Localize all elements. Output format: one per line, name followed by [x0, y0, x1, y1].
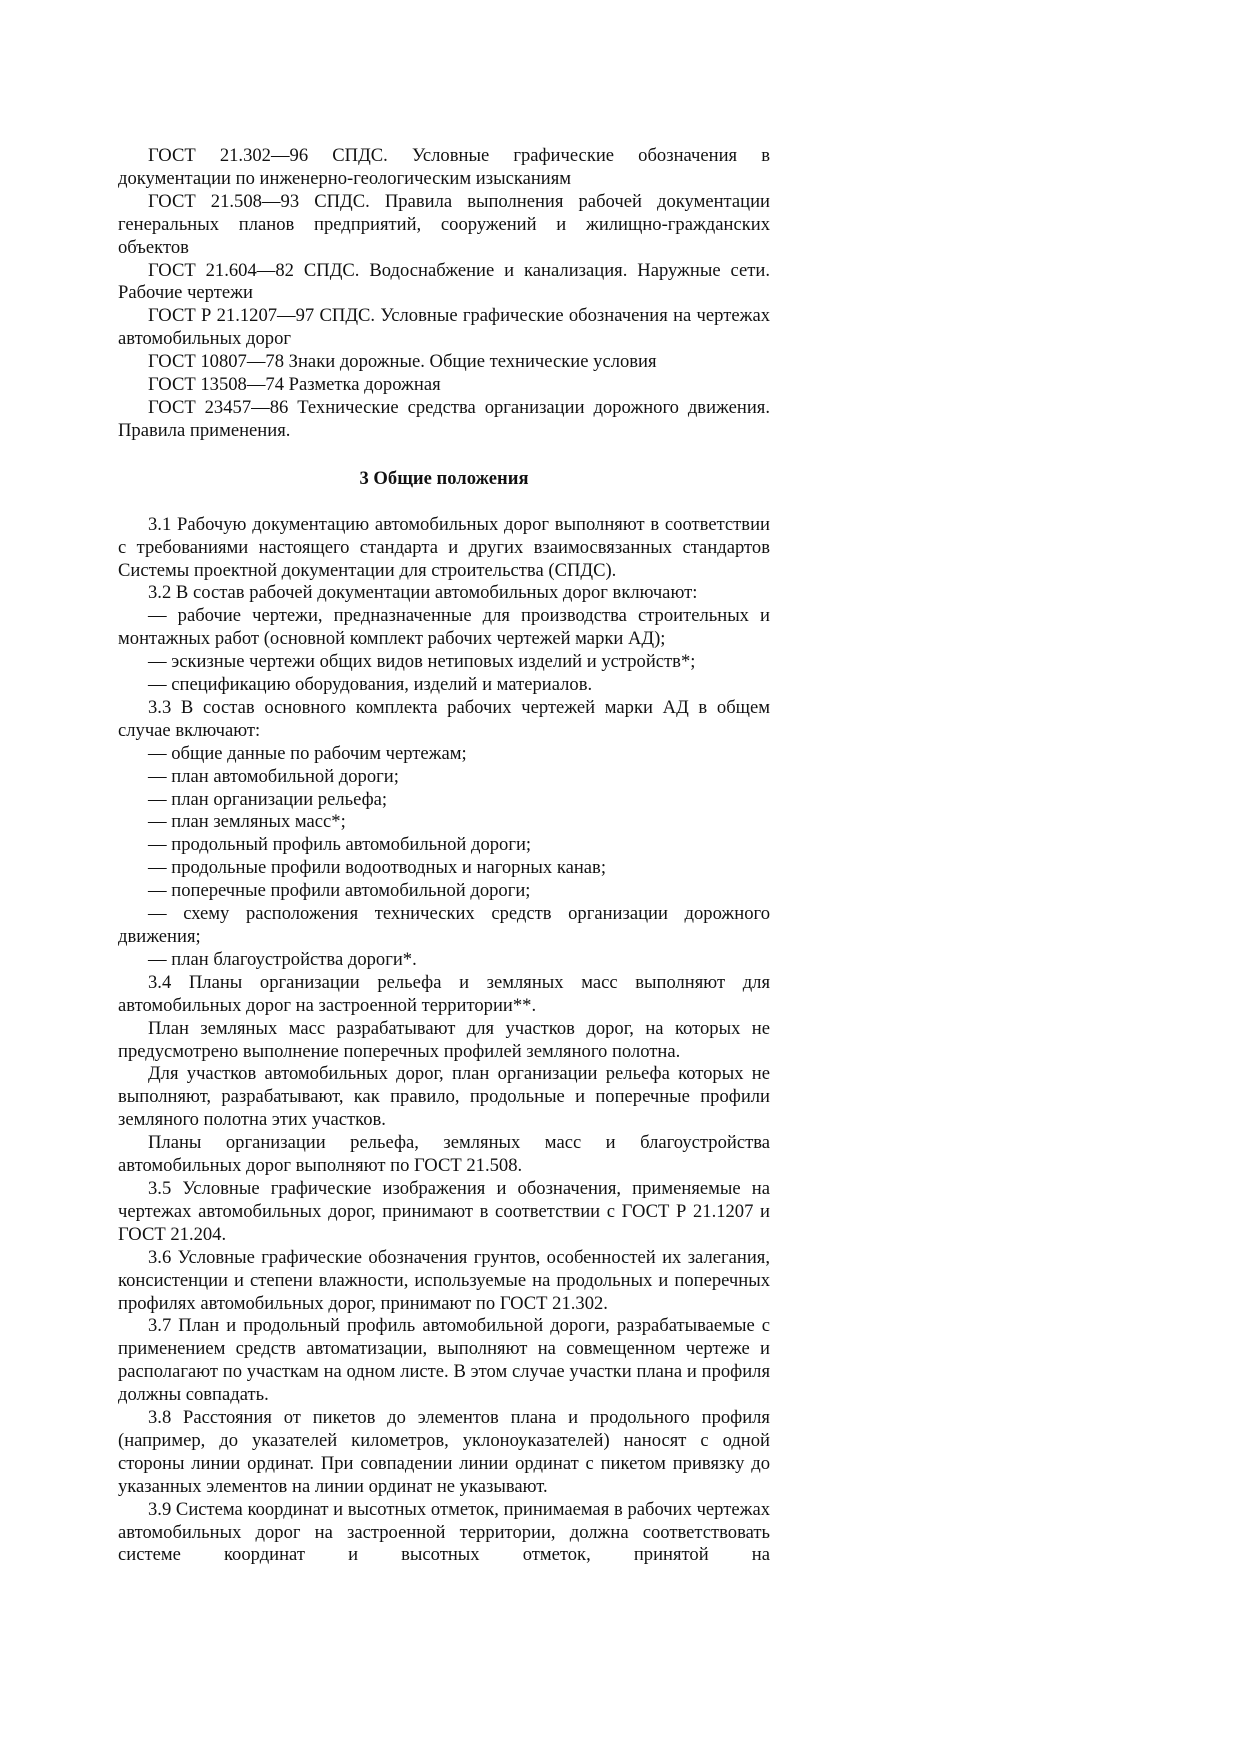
reference-gost-21-302: ГОСТ 21.302—96 СПДС. Условные графические обозначения в документации по инженерно-геологическим изысканиям — [118, 145, 770, 189]
list-item: — продольный профиль автомобильной дороги; — [148, 834, 532, 856]
section-heading: 3 Общие положения — [359, 467, 529, 489]
clause-3-7: 3.7 План и продольный профиль автомобильной дороги, разрабатываемые с применением средств автоматизации, выполняют на совмещенном чертеже и располагают по участкам на одном листе. В этом случае участки плана и профиля должны совпадать. — [118, 1315, 770, 1406]
paragraph: Для участков автомобильных дорог, план организации рельефа которых не выполняют, разрабатывают, как правило, продольные и поперечные профили земляного полотна этих участков. — [118, 1063, 770, 1131]
document-page — [118, 145, 770, 1567]
list-item: — рабочие чертежи, предназначенные для производства строительных и монтажных работ (основной комплект рабочих чертежей марки АД); — [118, 605, 770, 650]
list-item: — план благоустройства дороги*. — [148, 948, 417, 970]
list-item: — эскизные чертежи общих видов нетиповых изделий и устройств*; — [148, 651, 696, 673]
list-item: — схему расположения технических средств организации дорожного движения; — [118, 903, 770, 947]
list-item: — план автомобильной дороги; — [148, 765, 399, 787]
clause-3-1: 3.1 Рабочую документацию автомобильных дорог выполняют в соответствии с требованиями настоящего стандарта и других взаимосвязанных стандартов Системы проектной документации для строительства (СПДС). — [118, 513, 770, 581]
list-item: — план земляных масс*; — [148, 811, 346, 833]
clause-3-2: 3.2 В состав рабочей документации автомобильных дорог включают: — [148, 582, 698, 604]
paragraph: План земляных масс разрабатывают для участков дорог, на которых не предусмотрено выполнение поперечных профилей земляного полотна. — [118, 1017, 770, 1062]
clause-3-8: 3.8 Расстояния от пикетов до элементов плана и продольного профиля (например, до указателей километров, уклоноуказателей) наносят с одной стороны линии ординат. При совпадении линии ординат с пикетом привязку до указанных элементов на линии ординат не указывают. — [118, 1407, 770, 1497]
clause-3-3: 3.3 В состав основного комплекта рабочих чертежей марки АД в общем случае включают: — [118, 696, 770, 741]
reference-gost-10807: ГОСТ 10807—78 Знаки дорожные. Общие технические условия — [148, 351, 657, 373]
reference-gost-23457: ГОСТ 23457—86 Технические средства организации дорожного движения. Правила применения. — [118, 396, 770, 441]
reference-gost-r-21-1207: ГОСТ Р 21.1207—97 СПДС. Условные графические обозначения на чертежах автомобильных дорог — [118, 305, 770, 350]
list-item: — спецификацию оборудования, изделий и материалов. — [148, 674, 593, 696]
clause-3-5: 3.5 Условные графические изображения и обозначения, применяемые на чертежах автомобильных дорог, принимают в соответствии с ГОСТ Р 21.1207 и ГОСТ 21.204. — [118, 1177, 770, 1245]
clause-3-6: 3.6 Условные графические обозначения грунтов, особенностей их залегания, консистенции и степени влажности, используемые на продольных и поперечных профилях автомобильных дорог, принимают по ГОСТ 21.302. — [118, 1246, 770, 1314]
list-item: — план организации рельефа; — [148, 788, 388, 810]
clause-3-4: 3.4 Планы организации рельефа и земляных масс выполняют для автомобильных дорог на застроенной территории**. — [118, 971, 770, 1016]
clause-3-9: 3.9 Система координат и высотных отметок, принимаемая в рабочих чертежах автомобильных дорог на застроенной территории, должна соответствовать системе координат и высотных отметок, принятой на — [118, 1498, 770, 1566]
paragraph: Планы организации рельефа, земляных масс и благоустройства автомобильных дорог выполняют по ГОСТ 21.508. — [118, 1132, 770, 1177]
reference-gost-21-508: ГОСТ 21.508—93 СПДС. Правила выполнения рабочей документации генеральных планов предприятий, сооружений и жилищно-гражданских объектов — [118, 190, 770, 258]
list-item: — продольные профили водоотводных и нагорных канав; — [148, 857, 606, 879]
list-item: — поперечные профили автомобильной дороги; — [148, 880, 531, 902]
list-item: — общие данные по рабочим чертежам; — [148, 742, 467, 764]
reference-gost-21-604: ГОСТ 21.604—82 СПДС. Водоснабжение и канализация. Наружные сети. Рабочие чертежи — [118, 259, 770, 304]
reference-gost-13508: ГОСТ 13508—74 Разметка дорожная — [148, 374, 441, 396]
